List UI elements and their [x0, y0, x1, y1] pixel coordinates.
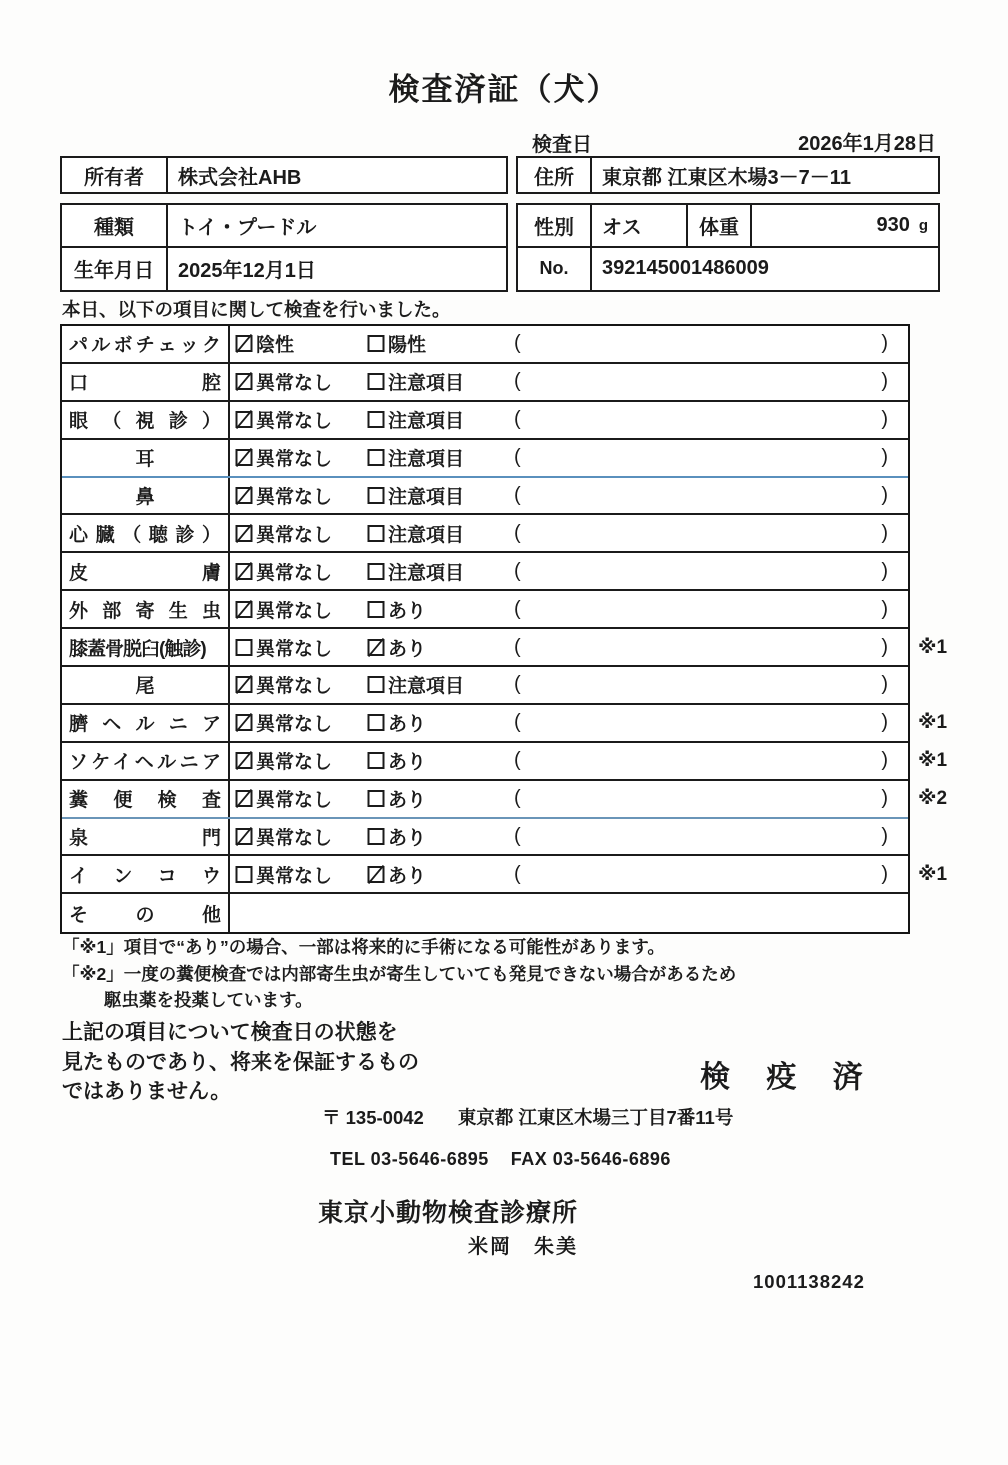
exam-option	[235, 444, 367, 471]
weight-label: 体重	[688, 205, 752, 248]
exam-row	[62, 326, 908, 364]
checkbox-checked-icon	[235, 448, 254, 467]
exam-option	[235, 671, 367, 698]
exam-result-cell	[230, 553, 908, 589]
exam-result-cell	[230, 629, 908, 665]
exam-option-label: あり	[388, 865, 427, 887]
checkbox-unchecked-icon	[367, 448, 386, 467]
checkbox-checked-icon	[235, 675, 254, 694]
exam-item-label: 眼（視診）	[62, 402, 230, 438]
checkbox-unchecked-icon	[367, 827, 386, 846]
disclaimer-line: 上記の項目について検査日の状態を	[62, 1021, 398, 1044]
exam-row	[62, 553, 908, 591]
exam-option-label: 異常なし	[256, 790, 333, 812]
exam-result-cell	[230, 478, 908, 514]
result-paren-open: (	[514, 370, 521, 393]
result-paren-close: )	[881, 825, 888, 848]
exam-item-label: 臍ヘルニア	[62, 705, 230, 741]
owner-table	[60, 156, 508, 194]
checkbox-checked-icon	[235, 751, 254, 770]
exam-option	[367, 747, 514, 774]
result-paren-close: )	[881, 332, 888, 355]
address-label: 住所	[518, 158, 592, 192]
exam-option-label: 陽性	[388, 335, 427, 357]
clinic-phone-line	[330, 1149, 671, 1170]
exam-result-cell	[230, 781, 908, 817]
clinic-name: 東京小動物検査診療所	[318, 1199, 579, 1227]
exam-result-cell	[230, 326, 908, 362]
exam-option-label: 陰性	[256, 335, 295, 357]
checkbox-unchecked-icon	[367, 562, 386, 581]
checkbox-unchecked-icon	[367, 524, 386, 543]
exam-option-label: 異常なし	[256, 676, 333, 698]
exam-option-label: 異常なし	[256, 449, 333, 471]
exam-option	[367, 406, 514, 433]
checkbox-unchecked-icon	[235, 865, 254, 884]
checkbox-checked-icon	[367, 865, 386, 884]
exam-option	[235, 368, 367, 395]
result-paren-close: )	[881, 673, 888, 696]
exam-item-label: 膝蓋骨脱臼(触診)	[62, 629, 230, 665]
exam-option	[235, 558, 367, 585]
exam-option-label: 異常なし	[256, 373, 333, 395]
footnote-line: 駆虫薬を投薬しています。	[104, 990, 313, 1010]
birthdate-label: 生年月日	[62, 248, 168, 291]
exam-row	[62, 705, 948, 743]
exam-item-label: 泉門	[62, 819, 230, 855]
exam-row	[62, 856, 948, 894]
result-paren-close: )	[881, 635, 888, 658]
footnote-mark: ※1	[918, 750, 948, 772]
exam-option	[235, 747, 367, 774]
footnote-mark: ※1	[918, 863, 948, 885]
exam-option-label: あり	[388, 638, 427, 660]
owner-value: 株式会社AHB	[178, 166, 302, 189]
exam-option	[235, 709, 367, 736]
exam-option	[235, 634, 367, 661]
exam-option	[367, 330, 514, 357]
exam-item-label: その他	[62, 894, 230, 932]
exam-result-cell	[230, 667, 908, 703]
checkbox-unchecked-icon	[235, 638, 254, 657]
address-value: 東京都 江東区木場3－7－11	[602, 166, 851, 189]
result-paren-open: (	[514, 484, 521, 506]
footnote-mark: ※1	[918, 636, 948, 658]
exam-result-cell	[230, 364, 908, 400]
exam-item-label: ソケイヘルニア	[62, 743, 230, 779]
exam-option	[235, 861, 367, 888]
exam-result-cell	[230, 705, 908, 741]
breed-value: トイ・プードル	[168, 205, 506, 248]
checkbox-unchecked-icon	[367, 486, 386, 505]
address-table	[516, 156, 940, 194]
result-paren-close: )	[881, 749, 888, 772]
clinic-street-address: 東京都 江東区木場三丁目7番11号	[457, 1107, 734, 1128]
exam-option-label: あり	[388, 790, 427, 812]
exam-option-label: 注意項目	[388, 676, 465, 698]
exam-row	[62, 440, 908, 478]
result-paren-open: (	[514, 559, 521, 582]
checkbox-checked-icon	[235, 789, 254, 808]
birthdate-value: 2025年12月1日	[178, 260, 316, 283]
exam-row	[62, 894, 908, 932]
weight-number: 930	[876, 213, 910, 236]
exam-option	[235, 330, 367, 357]
weight-value	[752, 205, 938, 248]
checkbox-unchecked-icon	[367, 751, 386, 770]
disclaimer-line: ではありません。	[62, 1080, 232, 1103]
exam-option-label: あり	[388, 828, 427, 850]
quarantine-stamp: 検 疫 済	[700, 1061, 877, 1094]
exam-option-label: 注意項目	[388, 373, 465, 395]
result-paren-open: (	[514, 787, 521, 810]
result-paren-close: )	[881, 484, 888, 506]
exam-option-label: 異常なし	[256, 714, 333, 736]
exam-option	[235, 520, 367, 547]
intro-sentence: 本日、以下の項目に関して検査を行いました。	[62, 299, 451, 320]
exam-option-label: 異常なし	[256, 487, 333, 508]
result-paren-open: (	[514, 673, 521, 696]
result-paren-open: (	[514, 446, 521, 469]
exam-option-label: 注意項目	[388, 487, 465, 508]
sex-weight-no-table	[516, 203, 940, 292]
checkbox-unchecked-icon	[367, 713, 386, 732]
exam-result-cell	[230, 591, 908, 627]
exam-item-label: パルボチェック	[62, 326, 230, 362]
checkbox-unchecked-icon	[367, 675, 386, 694]
result-paren-open: (	[514, 825, 521, 848]
exam-table	[60, 324, 948, 934]
exam-result-cell	[230, 894, 908, 932]
exam-item-label: 尾	[62, 667, 230, 703]
exam-option-label: 異常なし	[256, 524, 333, 546]
clinic-fax: FAX 03-5646-6896	[510, 1149, 671, 1169]
exam-option	[367, 634, 514, 661]
checkbox-checked-icon	[235, 372, 254, 391]
number-label: No.	[518, 248, 592, 291]
exam-option	[367, 520, 514, 547]
exam-option-label: 注意項目	[388, 524, 465, 546]
result-paren-open: (	[514, 408, 521, 431]
weight-unit: g	[918, 216, 928, 234]
veterinarian-name: 米岡 朱美	[468, 1236, 578, 1258]
clinic-postal-code: 〒 135-0042	[322, 1107, 424, 1128]
checkbox-checked-icon	[235, 600, 254, 619]
exam-row	[62, 819, 908, 857]
exam-option-label: 注意項目	[388, 449, 465, 471]
checkbox-unchecked-icon	[367, 410, 386, 429]
result-paren-close: )	[881, 862, 888, 885]
exam-item-label: 鼻	[62, 478, 230, 514]
exam-option	[367, 368, 514, 395]
result-paren-open: (	[514, 521, 521, 544]
exam-option-label: 異常なし	[256, 411, 333, 433]
exam-result-cell	[230, 819, 908, 855]
checkbox-checked-icon	[235, 524, 254, 543]
exam-option	[367, 596, 514, 623]
document-title: 検査済証（犬）	[388, 72, 620, 107]
checkbox-unchecked-icon	[367, 600, 386, 619]
exam-option	[235, 823, 367, 850]
exam-item-label: 外部寄生虫	[62, 591, 230, 627]
footnote-line: 「※1」項目で“あり”の場合、一部は将来的に手術になる可能性があります。	[62, 937, 665, 957]
result-paren-close: )	[881, 408, 888, 431]
checkbox-unchecked-icon	[367, 789, 386, 808]
footnote-mark: ※1	[918, 712, 948, 734]
exam-row	[62, 591, 908, 629]
number-value: 392145001486009	[602, 257, 769, 280]
owner-label: 所有者	[62, 158, 168, 192]
exam-option-label: 異常なし	[256, 752, 333, 774]
exam-item-label: 糞便検査	[62, 781, 230, 817]
result-paren-open: (	[514, 597, 521, 620]
checkbox-checked-icon	[235, 562, 254, 581]
exam-result-cell	[230, 743, 908, 779]
footnote-line: 「※2」一度の糞便検査では内部寄生虫が寄生していても発見できない場合があるため	[62, 963, 737, 984]
exam-option-label: 異常なし	[256, 865, 333, 887]
exam-option-label: 異常なし	[256, 638, 333, 660]
exam-row	[62, 629, 948, 667]
checkbox-checked-icon	[367, 638, 386, 657]
sex-label: 性別	[518, 205, 592, 248]
disclaimer-line: 見たものであり、将来を保証するもの	[62, 1050, 419, 1074]
result-paren-open: (	[514, 332, 521, 355]
checkbox-unchecked-icon	[367, 334, 386, 353]
exam-option	[235, 482, 367, 509]
exam-row	[62, 402, 908, 440]
checkbox-checked-icon	[235, 410, 254, 429]
sex-value: オス	[592, 205, 688, 248]
result-paren-close: )	[881, 787, 888, 810]
exam-option	[367, 444, 514, 471]
result-paren-close: )	[881, 711, 888, 734]
exam-option-label: 注意項目	[388, 562, 465, 584]
clinic-address-line	[322, 1104, 733, 1130]
result-paren-open: (	[514, 711, 521, 734]
exam-item-label: 口腔	[62, 364, 230, 400]
checkbox-checked-icon	[235, 334, 254, 353]
inspection-date-value: 2026年1月28日	[798, 133, 936, 155]
inspection-date-label: 検査日	[532, 134, 592, 156]
exam-option	[367, 823, 514, 850]
exam-option	[367, 861, 514, 888]
exam-option-label: 異常なし	[256, 562, 333, 584]
exam-option	[367, 558, 514, 585]
result-paren-open: (	[514, 862, 521, 885]
exam-option-label: あり	[388, 752, 427, 774]
checkbox-checked-icon	[235, 827, 254, 846]
footnotes	[62, 934, 736, 1014]
exam-item-label: 耳	[62, 440, 230, 476]
document-number: 1001138242	[753, 1271, 865, 1292]
exam-option-label: 異常なし	[256, 828, 333, 850]
exam-row	[62, 743, 948, 781]
exam-option-label: あり	[388, 714, 427, 736]
exam-option	[367, 482, 514, 509]
result-paren-close: )	[881, 370, 888, 393]
exam-item-label: 皮膚	[62, 553, 230, 589]
disclaimer-text	[62, 1018, 419, 1107]
checkbox-checked-icon	[235, 486, 254, 505]
exam-row	[62, 781, 948, 819]
breed-birth-table	[60, 203, 508, 292]
exam-item-label: 心臓（聴診）	[62, 515, 230, 551]
result-paren-close: )	[881, 446, 888, 469]
exam-option	[235, 406, 367, 433]
exam-row	[62, 478, 908, 516]
exam-result-cell	[230, 402, 908, 438]
exam-option-label: 異常なし	[256, 600, 333, 622]
result-paren-open: (	[514, 749, 521, 772]
exam-row	[62, 515, 908, 553]
exam-option	[367, 709, 514, 736]
breed-label: 種類	[62, 205, 168, 248]
exam-result-cell	[230, 440, 908, 476]
footnote-mark: ※2	[918, 788, 948, 810]
exam-option	[367, 785, 514, 812]
exam-result-cell	[230, 856, 908, 892]
exam-row	[62, 667, 908, 705]
result-paren-close: )	[881, 597, 888, 620]
result-paren-open: (	[514, 635, 521, 658]
clinic-tel: TEL 03-5646-6895	[330, 1149, 489, 1169]
checkbox-unchecked-icon	[367, 372, 386, 391]
exam-option-label: あり	[388, 600, 427, 622]
exam-row	[62, 364, 908, 402]
exam-option	[235, 785, 367, 812]
checkbox-checked-icon	[235, 713, 254, 732]
exam-option	[367, 671, 514, 698]
result-paren-close: )	[881, 559, 888, 582]
exam-option	[235, 596, 367, 623]
exam-result-cell	[230, 515, 908, 551]
result-paren-close: )	[881, 521, 888, 544]
exam-option-label: 注意項目	[388, 411, 465, 433]
exam-item-label: インコウ	[62, 856, 230, 892]
